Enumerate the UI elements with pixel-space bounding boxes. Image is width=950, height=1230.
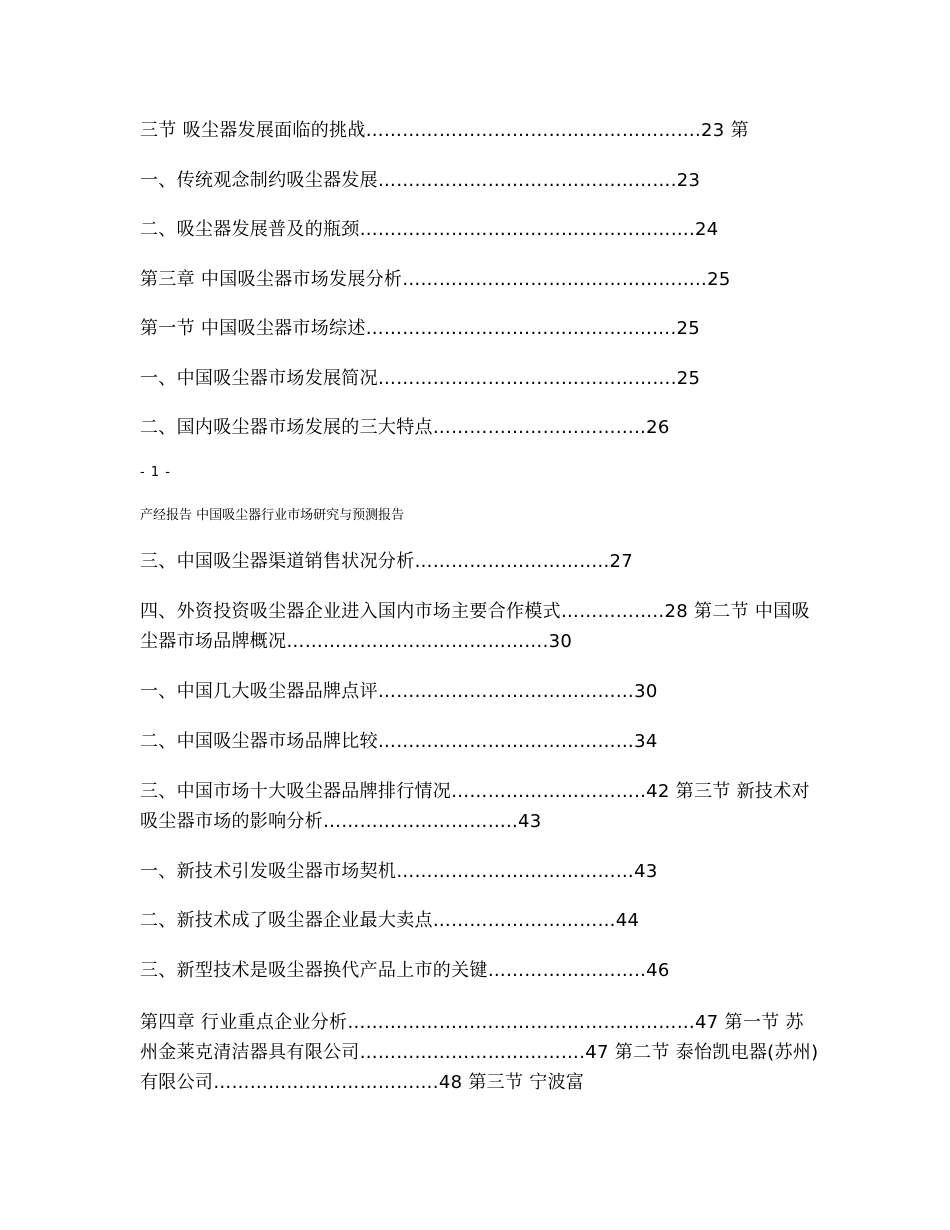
toc-entry: 第四章 行业重点企业分析…………………………………………………47 第一节 苏州金莱克清洁器具有限公司……………………………….47 第二节 泰怡凯电器(苏州)有限公司……………………………….48 第三节 宁波富 bbox=[140, 1012, 819, 1093]
toc-entry: 三、新型技术是吸尘器换代产品上市的关键……………………..46 bbox=[140, 960, 670, 981]
toc-entry: 第一节 中国吸尘器市场综述……………………………………..…….25 bbox=[140, 318, 700, 339]
toc-entry: 三节 吸尘器发展面临的挑战……………………………………………….23 第 bbox=[140, 120, 749, 141]
toc-entry: 四、外资投资吸尘器企业进入国内市场主要合作模式……………..28 第二节 中国吸尘器市场品牌概况…………………………………….30 bbox=[140, 601, 810, 652]
toc-entry: 二、国内吸尘器市场发展的三大特点……………………………..26 bbox=[140, 417, 670, 438]
toc-entry: 一、中国几大吸尘器品牌点评……………………………………30 bbox=[140, 681, 658, 702]
toc-entry: 二、新技术成了吸尘器企业最大卖点…………………………44 bbox=[140, 910, 640, 931]
toc-entry: 一、新技术引发吸尘器市场契机…………………………………43 bbox=[140, 861, 658, 882]
toc-entry: 二、吸尘器发展普及的瓶颈……………………………………………….24 bbox=[140, 219, 719, 240]
page-number: - 1 - bbox=[140, 465, 171, 480]
toc-entry: 二、中国吸尘器市场品牌比较……………………………………34 bbox=[140, 731, 658, 752]
toc-entry: 一、中国吸尘器市场发展简况………………………………………….25 bbox=[140, 368, 701, 389]
toc-entry: 三、中国吸尘器渠道销售状况分析…………………………..27 bbox=[140, 551, 634, 572]
toc-entry: 第三章 中国吸尘器市场发展分析…………………………………………..25 bbox=[140, 269, 731, 290]
running-header: 产经报告 中国吸尘器行业市场研究与预测报告 bbox=[140, 508, 405, 523]
toc-entry: 三、中国市场十大吸尘器品牌排行情况…………………………..42 第三节 新技术对吸尘器市场的影响分析…………………………..43 bbox=[140, 781, 810, 832]
toc-entry: 一、传统观念制约吸尘器发展………………………………………….23 bbox=[140, 170, 701, 191]
